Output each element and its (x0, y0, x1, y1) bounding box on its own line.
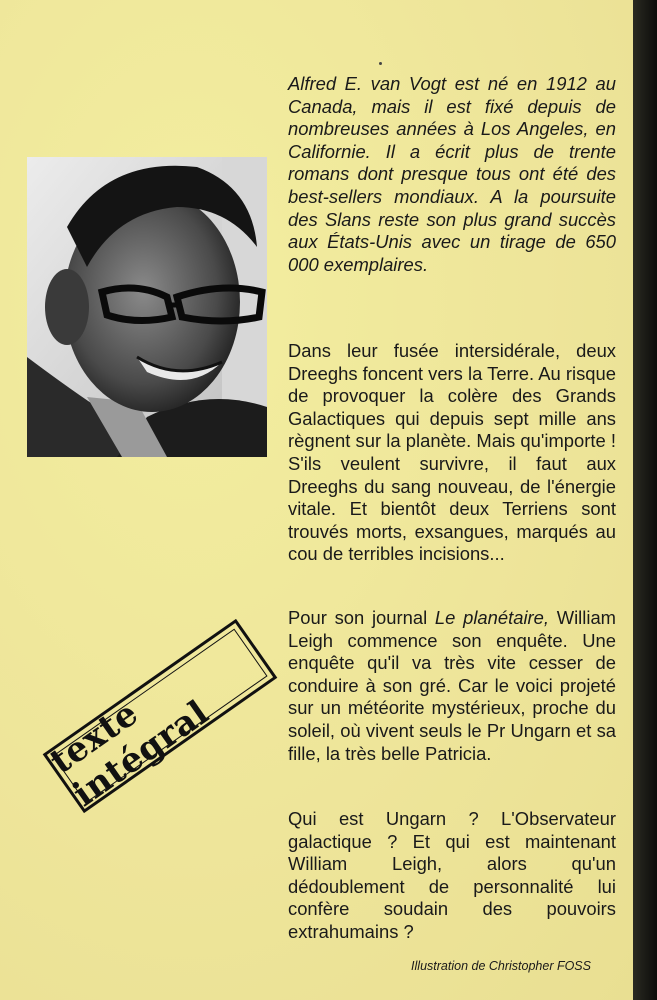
cover-edge-shadow (633, 0, 657, 1000)
synopsis-paragraph-2-rest: William Leigh commence son enquête. Une enquête qu'il va très vite cesser de conduire à son gré. Car le voici projeté sur un météorite mystérieux, proche du soleil, où vivent seuls le Pr Ungarn et sa fille, la très belle Patricia. (288, 607, 616, 764)
synopsis-paragraph-2-intro: Pour son journal (288, 607, 435, 628)
synopsis-paragraph-3: Qui est Ungarn ? L'Observateur galactique ? Et qui est maintenant William Leigh, alors qu'un dédoublement de personnalité lui confère soudain des pouvoirs extrahumains ? (288, 808, 616, 942)
stamp-text: texte intégral (42, 692, 217, 815)
texte-integral-stamp (43, 619, 278, 813)
print-dot (379, 62, 382, 65)
illustration-credit: Illustration de Christopher FOSS (411, 959, 591, 973)
synopsis-paragraph-1: Dans leur fusée intersidérale, deux Dreeghs foncent vers la Terre. Au risque de provoquer la colère des Grands Galactiques qui depuis sept mille ans règnent sur la planète. Mais qu'importe ! S'ils veulent survivre, il faut aux Dreeghs du sang nouveau, de l'énergie vitale. Et bientôt deux Terriens sont trouvés morts, exsangues, marqués au cou de terribles incisions... (288, 340, 616, 565)
author-photo (27, 157, 267, 457)
author-bio: Alfred E. van Vogt est né en 1912 au Canada, mais il est fixé depuis de nombreuses années à Los Angeles, en Californie. Il a écrit plus de trente romans dont presque tous ont été des best-sellers mondiaux. A la poursuite des Slans reste son plus grand succès aux États-Unis avec un tirage de 650 000 exemplaires. (288, 73, 616, 275)
synopsis-paragraph-2 (288, 607, 616, 765)
journal-title: Le planétaire, (434, 607, 549, 628)
